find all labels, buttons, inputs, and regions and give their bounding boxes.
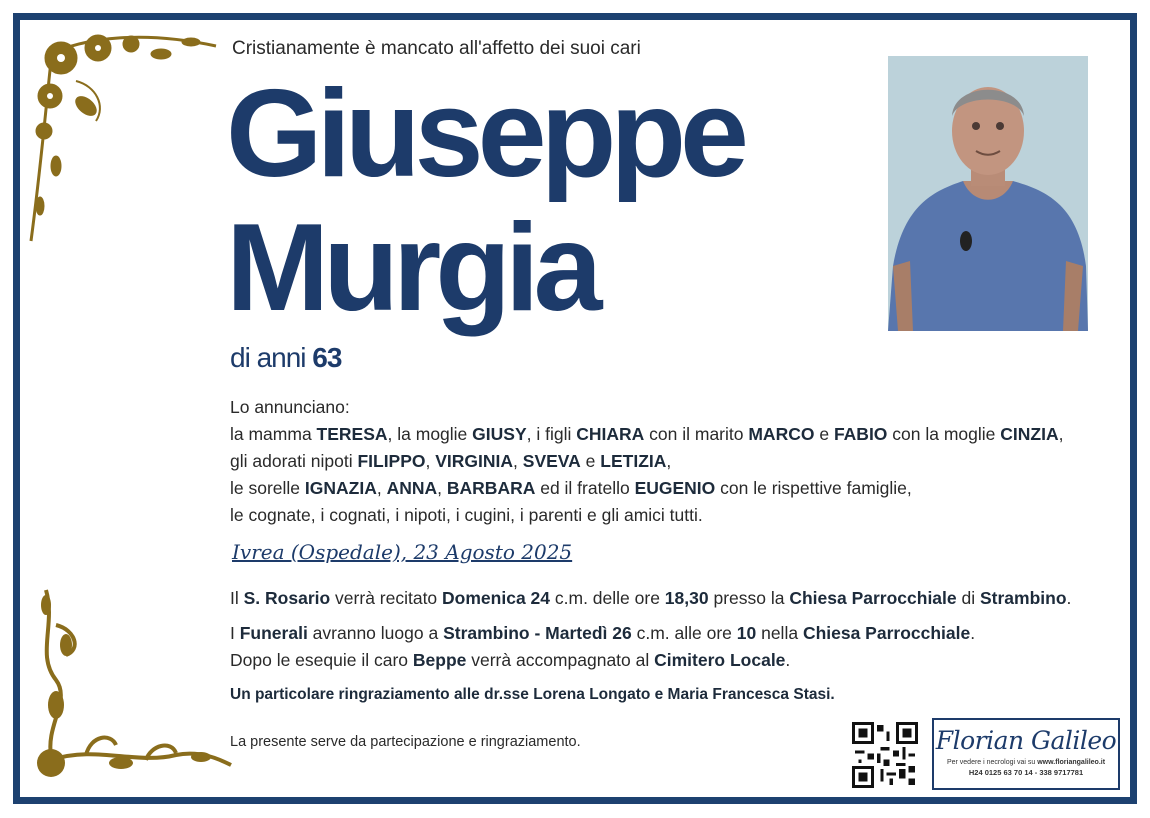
text-run: . bbox=[970, 623, 976, 643]
brand-website-line bbox=[934, 759, 1118, 766]
emphasized-text: VIRGINIA bbox=[435, 451, 514, 471]
text-run: gli adorati nipoti bbox=[230, 451, 358, 471]
text-run: presso la bbox=[708, 588, 790, 608]
emphasized-text: CHIARA bbox=[576, 424, 645, 444]
text-run: la mamma bbox=[230, 424, 317, 444]
text-run: c.m. alle ore bbox=[631, 623, 737, 643]
emphasized-text: Beppe bbox=[412, 650, 467, 670]
text-run: nella bbox=[756, 623, 803, 643]
text-run: e bbox=[580, 451, 601, 471]
text-run: , bbox=[666, 451, 672, 471]
announcement-line bbox=[230, 448, 1063, 475]
emphasized-text: SVEVA bbox=[522, 451, 581, 471]
floral-corner-ornament-bottom bbox=[26, 585, 236, 785]
portrait-photo bbox=[888, 56, 1088, 331]
brand-logo-text: Florian Galileo bbox=[935, 726, 1117, 755]
emphasized-text: LETIZIA bbox=[600, 451, 667, 471]
emphasized-text: Chiesa Parrocchiale bbox=[802, 623, 971, 643]
funeral-home-brand bbox=[932, 718, 1120, 790]
emphasized-text: 18,30 bbox=[664, 588, 709, 608]
first-name: Giuseppe bbox=[226, 65, 744, 203]
text-run: , bbox=[513, 451, 523, 471]
text-run: le sorelle bbox=[230, 478, 305, 498]
emphasized-text: Domenica 24 bbox=[442, 588, 551, 608]
text-run: Il bbox=[230, 588, 244, 608]
emphasized-text: Strambino bbox=[980, 588, 1067, 608]
closing-note: La presente serve da partecipazione e ringraziamento. bbox=[230, 734, 581, 750]
announcement-block bbox=[230, 394, 1063, 529]
qr-code[interactable] bbox=[852, 722, 918, 788]
announcement-line bbox=[230, 475, 1063, 502]
emphasized-text: GIUSY bbox=[472, 424, 527, 444]
text-run: Dopo le esequie il caro bbox=[230, 650, 413, 670]
text-run: verrà accompagnato al bbox=[466, 650, 655, 670]
emphasized-text: S. Rosario bbox=[243, 588, 331, 608]
text-run: , bbox=[1058, 424, 1064, 444]
text-run: con le rispettive famiglie, bbox=[715, 478, 912, 498]
brand-website-prefix: Per vedere i necrologi vai su bbox=[946, 759, 1038, 766]
emphasized-text: BARBARA bbox=[446, 478, 536, 498]
age-line bbox=[230, 342, 341, 374]
text-run: verrà recitato bbox=[330, 588, 443, 608]
text-run: con la moglie bbox=[887, 424, 1001, 444]
emphasized-text: MARCO bbox=[748, 424, 815, 444]
announcement-line bbox=[230, 502, 1063, 529]
brand-phone: H24 0125 63 70 14 - 338 9717781 bbox=[968, 768, 1084, 777]
text-run: e bbox=[814, 424, 834, 444]
emphasized-text: Chiesa Parrocchiale bbox=[789, 588, 957, 608]
thanks-note: Un particolare ringraziamento alle dr.sse Lorena Longato e Maria Francesca Stasi. bbox=[230, 686, 835, 703]
text-run: di bbox=[956, 588, 980, 608]
burial-notice bbox=[230, 650, 790, 671]
text-run: le cognate, i cognati, i nipoti, i cugini, i parenti e gli amici tutti. bbox=[230, 505, 703, 525]
date-place: Ivrea (Ospedale), 23 Agosto 2025 bbox=[232, 540, 573, 564]
text-run: , la moglie bbox=[387, 424, 473, 444]
emphasized-text: Cimitero Locale bbox=[654, 650, 786, 670]
emphasized-text: EUGENIO bbox=[634, 478, 716, 498]
text-run: , bbox=[425, 451, 436, 471]
text-run: , bbox=[376, 478, 387, 498]
last-name: Murgia bbox=[226, 199, 597, 337]
brand-website-link[interactable]: www.floriangalileo.it bbox=[1037, 759, 1106, 766]
emphasized-text: TERESA bbox=[316, 424, 388, 444]
announcement-opening: Lo annunciano: bbox=[230, 397, 350, 417]
floral-corner-ornament-top bbox=[26, 26, 226, 246]
emphasized-text: ANNA bbox=[386, 478, 438, 498]
text-run: c.m. delle ore bbox=[550, 588, 665, 608]
emphasized-text: Funerali bbox=[239, 623, 308, 643]
text-run: . bbox=[785, 650, 791, 670]
funeral-notice bbox=[230, 623, 975, 644]
emphasized-text: 10 bbox=[736, 623, 757, 643]
text-run: , bbox=[437, 478, 447, 498]
age-label: di anni bbox=[230, 342, 306, 373]
emphasized-text: Strambino - Martedì 26 bbox=[443, 623, 632, 643]
text-run: con il marito bbox=[644, 424, 749, 444]
text-run: ed il fratello bbox=[535, 478, 635, 498]
text-run: , i figli bbox=[526, 424, 577, 444]
text-run: I bbox=[230, 623, 240, 643]
announcement-line bbox=[230, 421, 1063, 448]
rosary-notice bbox=[230, 588, 1071, 609]
intro-text: Cristianamente è mancato all'affetto dei suoi cari bbox=[232, 38, 641, 59]
emphasized-text: FILIPPO bbox=[357, 451, 426, 471]
emphasized-text: FABIO bbox=[833, 424, 888, 444]
emphasized-text: IGNAZIA bbox=[304, 478, 377, 498]
text-run: avranno luogo a bbox=[307, 623, 444, 643]
age-value: 63 bbox=[312, 342, 342, 373]
text-run: . bbox=[1066, 588, 1072, 608]
emphasized-text: CINZIA bbox=[1000, 424, 1059, 444]
